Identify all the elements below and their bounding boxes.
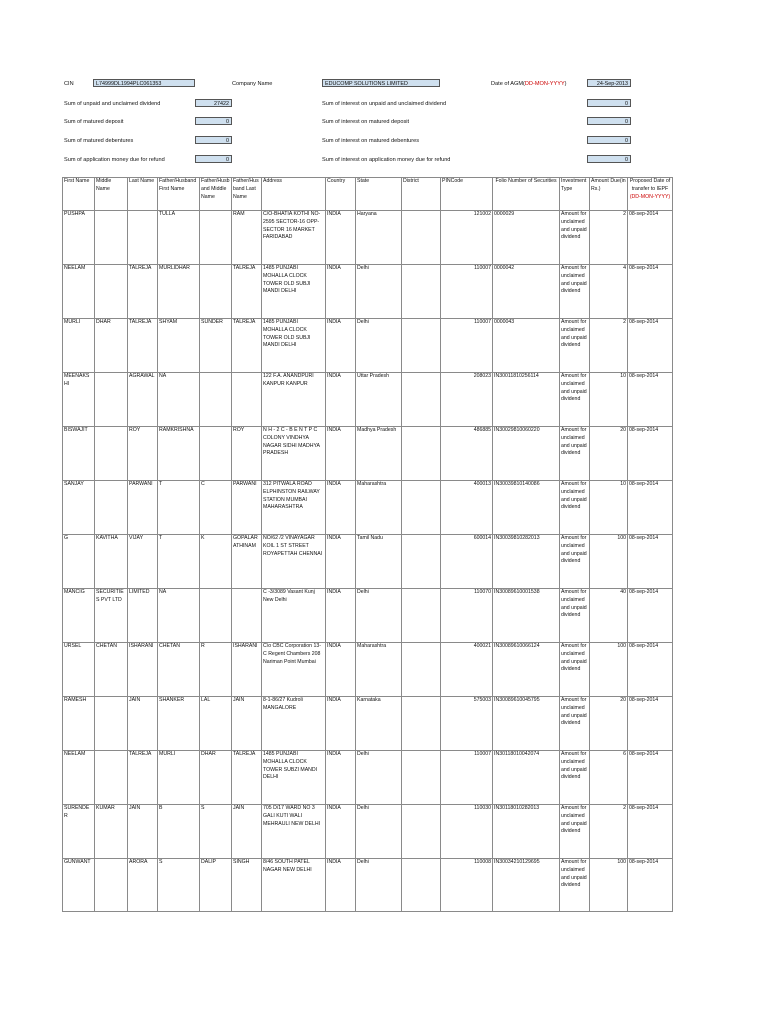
header-first-name: First Name xyxy=(63,178,95,211)
interest-unpaid-field[interactable]: 0 xyxy=(587,99,631,107)
cell-folio[interactable]: IN30089610066124 xyxy=(493,643,560,697)
cell-folio[interactable]: IN30089610001538 xyxy=(493,589,560,643)
cell-pincode[interactable]: 110030 xyxy=(441,805,493,859)
cell-fh-last-name[interactable]: JAIN xyxy=(232,805,262,859)
cell-fh-middle-name[interactable] xyxy=(200,373,232,427)
agm-label-format: DD-MON-YYYY xyxy=(524,81,565,87)
cell-folio[interactable]: IN30011810256114 xyxy=(493,373,560,427)
table-row xyxy=(63,643,673,697)
cell-fh-first-name[interactable]: T xyxy=(158,481,200,535)
cell-first-name[interactable]: SURENDER xyxy=(63,805,95,859)
agm-date-field[interactable]: 24-Sep-2013 xyxy=(587,79,631,87)
interest-application-money-label: Sum of interest on application money due for refund xyxy=(322,157,451,163)
cell-country[interactable]: INDIA xyxy=(326,589,356,643)
cell-fh-last-name[interactable]: TALREJA xyxy=(232,751,262,805)
header-country: Country xyxy=(326,178,356,211)
cell-address[interactable]: 1485 PUNJABI MOHALLA CLOCK TOWER OLD SUBJI MANDI DELHI xyxy=(262,319,326,373)
cell-address[interactable]: C/O-BHATIA KOTHI NO-2595 SECTOR-16 OPP-SECTOR 16 MARKET FARIDABAD xyxy=(262,211,326,265)
cell-district[interactable] xyxy=(402,265,441,319)
cell-fh-first-name[interactable]: MURLI xyxy=(158,751,200,805)
cell-investment-type[interactable]: Amount for unclaimed and unpaid dividend xyxy=(560,319,590,373)
cell-country[interactable]: INDIA xyxy=(326,643,356,697)
cell-fh-middle-name[interactable] xyxy=(200,427,232,481)
cell-state[interactable]: Delhi xyxy=(356,265,402,319)
cell-folio[interactable]: 0000042 xyxy=(493,265,560,319)
cell-amount[interactable]: 4 xyxy=(590,265,628,319)
cell-fh-last-name[interactable]: ROY xyxy=(232,427,262,481)
header-folio: Folio Number of Securities xyxy=(493,178,560,211)
cell-address[interactable]: NO/62 /2 VINAYAGAR KOIL 1 ST STREET ROYAPETTAH CHENNAI xyxy=(262,535,326,589)
cell-pincode[interactable]: 208023 xyxy=(441,373,493,427)
cell-district[interactable] xyxy=(402,373,441,427)
cell-country[interactable]: INDIA xyxy=(326,805,356,859)
cell-fh-first-name[interactable]: S xyxy=(158,859,200,912)
agm-label-close: ) xyxy=(564,81,567,87)
cell-district[interactable] xyxy=(402,643,441,697)
cell-country[interactable]: INDIA xyxy=(326,859,356,912)
cell-fh-first-name[interactable]: NA xyxy=(158,589,200,643)
header-middle-name: Middle Name xyxy=(95,178,128,211)
cell-proposed-date[interactable]: 08-sep-2014 xyxy=(628,805,673,859)
cell-pincode[interactable]: 110070 xyxy=(441,589,493,643)
cell-last-name[interactable]: VIJAY xyxy=(128,535,158,589)
interest-unpaid-spacer xyxy=(322,99,631,107)
cell-last-name[interactable]: LIMITED xyxy=(128,589,158,643)
cell-amount[interactable]: 20 xyxy=(590,697,628,751)
interest-unpaid-label: Sum of interest on unpaid and unclaimed dividend xyxy=(322,101,447,107)
header-date-format: (DD-MON-YYYY) xyxy=(629,193,671,200)
cell-district[interactable] xyxy=(402,589,441,643)
cell-state[interactable]: Karnataka xyxy=(356,697,402,751)
cell-country[interactable]: INDIA xyxy=(326,373,356,427)
header-district: District xyxy=(402,178,441,211)
cell-country[interactable]: INDIA xyxy=(326,211,356,265)
interest-matured-debentures-field[interactable]: 0 xyxy=(587,136,631,144)
cell-district[interactable] xyxy=(402,697,441,751)
cell-fh-last-name[interactable]: TALREJA xyxy=(232,319,262,373)
cell-middle-name[interactable] xyxy=(95,265,128,319)
cell-fh-first-name[interactable]: B xyxy=(158,805,200,859)
table-row xyxy=(63,211,673,265)
cell-fh-first-name[interactable]: CHETAN xyxy=(158,643,200,697)
cell-proposed-date[interactable]: 08-sep-2014 xyxy=(628,859,673,912)
cell-first-name[interactable]: MURLI xyxy=(63,319,95,373)
cell-fh-middle-name[interactable]: LAL xyxy=(200,697,232,751)
cell-first-name[interactable]: NEELAM xyxy=(63,751,95,805)
cell-investment-type[interactable]: Amount for unclaimed and unpaid dividend xyxy=(560,859,590,912)
cell-first-name[interactable]: PUSHPA xyxy=(63,211,95,265)
cell-address[interactable]: 1485 PUNJABI MOHALLA CLOCK TOWER OLD SUBJI MANDI DELHI xyxy=(262,265,326,319)
cell-address[interactable]: C\o CBC Corporation 13-C Regent Chambers 208 Nariman Point Mumbai xyxy=(262,643,326,697)
agm-label-text: Date of AGM( xyxy=(491,81,525,87)
cell-middle-name[interactable] xyxy=(95,211,128,265)
cell-proposed-date[interactable]: 08-sep-2014 xyxy=(628,427,673,481)
cell-fh-first-name[interactable]: T xyxy=(158,535,200,589)
cell-folio[interactable]: IN30118010282013 xyxy=(493,805,560,859)
cell-fh-first-name[interactable]: SHANKER xyxy=(158,697,200,751)
cell-proposed-date[interactable]: 08-sep-2014 xyxy=(628,211,673,265)
cell-investment-type[interactable]: Amount for unclaimed and unpaid dividend xyxy=(560,265,590,319)
table-row xyxy=(63,373,673,427)
investor-table xyxy=(62,177,673,912)
cell-fh-last-name[interactable]: ISHARANI xyxy=(232,643,262,697)
cell-first-name[interactable]: BISWAJIT xyxy=(63,427,95,481)
matured-debentures-field[interactable]: 0 xyxy=(195,136,232,144)
cell-country[interactable]: INDIA xyxy=(326,535,356,589)
cell-fh-middle-name[interactable] xyxy=(200,211,232,265)
cell-middle-name[interactable]: KUMAR xyxy=(95,805,128,859)
cell-fh-middle-name[interactable]: K xyxy=(200,535,232,589)
header-state: State xyxy=(356,178,402,211)
cell-last-name[interactable]: PARWANI xyxy=(128,481,158,535)
cell-fh-middle-name[interactable] xyxy=(200,265,232,319)
cell-first-name[interactable]: URSEL xyxy=(63,643,95,697)
cell-middle-name[interactable] xyxy=(95,751,128,805)
unpaid-dividend-field[interactable]: 27422 xyxy=(195,99,232,107)
cell-proposed-date[interactable]: 08-sep-2014 xyxy=(628,373,673,427)
cell-country[interactable]: INDIA xyxy=(326,319,356,373)
header-address: Address xyxy=(262,178,326,211)
cell-district[interactable] xyxy=(402,427,441,481)
cell-fh-middle-name[interactable]: SUNDER xyxy=(200,319,232,373)
header-fh-middle-name: Father/Husband Middle Name xyxy=(200,178,232,211)
cell-pincode[interactable]: 400013 xyxy=(441,481,493,535)
cell-pincode[interactable]: 110007 xyxy=(441,265,493,319)
company-name-field[interactable]: EDUCOMP SOLUTIONS LIMITED xyxy=(322,79,440,87)
cell-last-name[interactable] xyxy=(128,211,158,265)
cin-label: CIN xyxy=(64,81,74,87)
matured-deposit-label: Sum of matured deposit xyxy=(64,119,124,125)
cell-folio[interactable]: IN30034210129695 xyxy=(493,859,560,912)
cell-investment-type[interactable]: Amount for unclaimed and unpaid dividend xyxy=(560,481,590,535)
cell-country[interactable]: INDIA xyxy=(326,265,356,319)
cell-fh-last-name[interactable]: PARWANI xyxy=(232,481,262,535)
cell-address[interactable]: C -3/3089 Vasant Kunj New Delhi xyxy=(262,589,326,643)
matured-debentures-label: Sum of matured debentures xyxy=(64,138,134,144)
cell-state[interactable]: Uttar Pradesh xyxy=(356,373,402,427)
cell-fh-last-name[interactable]: RAM xyxy=(232,211,262,265)
cell-district[interactable] xyxy=(402,319,441,373)
cell-first-name[interactable]: G xyxy=(63,535,95,589)
cell-fh-middle-name[interactable]: DALIP xyxy=(200,859,232,912)
cell-investment-type[interactable]: Amount for unclaimed and unpaid dividend xyxy=(560,211,590,265)
cell-first-name[interactable]: RAMESH xyxy=(63,697,95,751)
table-row xyxy=(63,697,673,751)
cell-state[interactable]: Tamil Nadu xyxy=(356,535,402,589)
cell-middle-name[interactable] xyxy=(95,859,128,912)
cell-first-name[interactable]: GUNWANT xyxy=(63,859,95,912)
cell-country[interactable]: INDIA xyxy=(326,481,356,535)
cell-investment-type[interactable]: Amount for unclaimed and unpaid dividend xyxy=(560,589,590,643)
table-row xyxy=(63,805,673,859)
cell-fh-first-name[interactable]: SHYAM xyxy=(158,319,200,373)
header-last-name: Last Name xyxy=(128,178,158,211)
interest-matured-deposit-field[interactable]: 0 xyxy=(587,117,631,125)
table-row xyxy=(63,481,673,535)
cell-address[interactable]: N H - 2 C - B E N T P C COLONY VINDHYA NAGAR SIDHI MADHYA PRADESH xyxy=(262,427,326,481)
cell-amount[interactable]: 40 xyxy=(590,589,628,643)
cell-state[interactable]: Delhi xyxy=(356,319,402,373)
interest-matured-deposit-label: Sum of interest on matured deposit xyxy=(322,119,410,125)
cell-address[interactable]: 1485 PUNJABI MOHALLA CLOCK TOWER SUBZI MANDI DELHI xyxy=(262,751,326,805)
cell-amount[interactable]: 10 xyxy=(590,481,628,535)
cell-proposed-date[interactable]: 08-sep-2014 xyxy=(628,319,673,373)
cell-folio[interactable]: IN30039810282013 xyxy=(493,535,560,589)
interest-matured-debentures-label: Sum of interest on matured debentures xyxy=(322,138,420,144)
cell-amount[interactable]: 10 xyxy=(590,373,628,427)
cell-amount[interactable]: 100 xyxy=(590,859,628,912)
cell-address[interactable]: 705 D/17 WARD NO 3 GALI KUTI WALI MEHRAULI NEW DELHI xyxy=(262,805,326,859)
cell-last-name[interactable]: ARORA xyxy=(128,859,158,912)
cell-fh-last-name[interactable]: GOPALARATHINAM xyxy=(232,535,262,589)
cell-fh-last-name[interactable]: SINGH xyxy=(232,859,262,912)
cell-address[interactable]: 8-1-86/27 Kudroli MANGALORE xyxy=(262,697,326,751)
cell-last-name[interactable]: TALREJA xyxy=(128,265,158,319)
header-proposed-date xyxy=(628,178,673,211)
cell-state[interactable]: Maharashtra xyxy=(356,643,402,697)
table-row xyxy=(63,427,673,481)
cell-last-name[interactable]: JAIN xyxy=(128,697,158,751)
cell-amount[interactable]: 2 xyxy=(590,805,628,859)
table-row xyxy=(63,535,673,589)
header-investment-type: Investment Type xyxy=(560,178,590,211)
cell-fh-middle-name[interactable] xyxy=(200,589,232,643)
cell-pincode[interactable]: 600014 xyxy=(441,535,493,589)
cell-state[interactable]: Delhi xyxy=(356,859,402,912)
cell-first-name[interactable]: MEENAKSHI xyxy=(63,373,95,427)
cell-amount[interactable]: 100 xyxy=(590,535,628,589)
cell-fh-middle-name[interactable]: DHAR xyxy=(200,751,232,805)
cell-proposed-date[interactable]: 08-sep-2014 xyxy=(628,751,673,805)
cell-folio[interactable]: IN30089610045795 xyxy=(493,697,560,751)
cell-investment-type[interactable]: Amount for unclaimed and unpaid dividend xyxy=(560,805,590,859)
cell-middle-name[interactable] xyxy=(95,481,128,535)
cell-amount[interactable]: 6 xyxy=(590,751,628,805)
cell-state[interactable]: Delhi xyxy=(356,589,402,643)
agm-date-label xyxy=(491,80,567,88)
cell-state[interactable]: Madhya Pradesh xyxy=(356,427,402,481)
company-name-label: Company Name xyxy=(232,81,273,87)
cell-fh-last-name[interactable] xyxy=(232,373,262,427)
cell-first-name[interactable]: MANCIG xyxy=(63,589,95,643)
cell-district[interactable] xyxy=(402,535,441,589)
cell-middle-name[interactable]: CHETAN xyxy=(95,643,128,697)
cell-pincode[interactable]: 400021 xyxy=(441,643,493,697)
cell-proposed-date[interactable]: 08-sep-2014 xyxy=(628,643,673,697)
cin-field[interactable]: L74999DL1994PLC061353 xyxy=(93,79,195,87)
cell-pincode[interactable]: 486885 xyxy=(441,427,493,481)
cell-pincode[interactable]: 110008 xyxy=(441,859,493,912)
cell-address[interactable]: 122 F.A. ANANDPURI KANPUR KANPUR xyxy=(262,373,326,427)
cell-middle-name[interactable] xyxy=(95,697,128,751)
cell-state[interactable]: Delhi xyxy=(356,751,402,805)
cell-investment-type[interactable]: Amount for unclaimed and unpaid dividend xyxy=(560,751,590,805)
cell-amount[interactable]: 2 xyxy=(590,319,628,373)
cell-pincode[interactable]: 110007 xyxy=(441,751,493,805)
cell-fh-last-name[interactable] xyxy=(232,589,262,643)
cell-investment-type[interactable]: Amount for unclaimed and unpaid dividend xyxy=(560,373,590,427)
cell-country[interactable]: INDIA xyxy=(326,697,356,751)
cell-middle-name[interactable] xyxy=(95,427,128,481)
header-fh-last-name: Father/Husband Last Name xyxy=(232,178,262,211)
table-row xyxy=(63,589,673,643)
cell-pincode[interactable]: 121002 xyxy=(441,211,493,265)
cell-fh-last-name[interactable]: JAIN xyxy=(232,697,262,751)
cell-proposed-date[interactable]: 08-sep-2014 xyxy=(628,535,673,589)
cell-middle-name[interactable]: DHAR xyxy=(95,319,128,373)
cell-address[interactable]: 312 PITWALA ROAD ELPHINSTON RAILWAY STATION MUMBAI MAHARASHTRA xyxy=(262,481,326,535)
cell-folio[interactable]: IN30039810140086 xyxy=(493,481,560,535)
cell-country[interactable]: INDIA xyxy=(326,427,356,481)
cell-district[interactable] xyxy=(402,859,441,912)
cell-state[interactable]: Maharashtra xyxy=(356,481,402,535)
table-row xyxy=(63,859,673,912)
cell-fh-first-name[interactable]: MURLIDHAR xyxy=(158,265,200,319)
interest-application-money-field[interactable]: 0 xyxy=(587,155,631,163)
cell-fh-first-name[interactable]: RAMKRISHNA xyxy=(158,427,200,481)
cell-proposed-date[interactable]: 08-sep-2014 xyxy=(628,589,673,643)
table-header-row xyxy=(63,178,673,211)
cell-first-name[interactable]: NEELAM xyxy=(63,265,95,319)
cell-middle-name[interactable]: SECURITIES PVT LTD xyxy=(95,589,128,643)
cell-last-name[interactable]: TALREJA xyxy=(128,751,158,805)
application-money-field[interactable]: 0 xyxy=(195,155,232,163)
header-fh-first-name: Father/Husband First Name xyxy=(158,178,200,211)
table-row xyxy=(63,265,673,319)
cell-middle-name[interactable] xyxy=(95,373,128,427)
cell-address[interactable]: 8/46 SOUTH PATEL NAGAR NEW DELHI xyxy=(262,859,326,912)
cell-fh-first-name[interactable]: TULLA xyxy=(158,211,200,265)
cell-proposed-date[interactable]: 08-sep-2014 xyxy=(628,481,673,535)
cell-investment-type[interactable]: Amount for unclaimed and unpaid dividend xyxy=(560,535,590,589)
cell-investment-type[interactable]: Amount for unclaimed and unpaid dividend xyxy=(560,697,590,751)
cell-amount[interactable]: 100 xyxy=(590,643,628,697)
cell-district[interactable] xyxy=(402,481,441,535)
cell-amount[interactable]: 2 xyxy=(590,211,628,265)
cell-folio[interactable]: 0000043 xyxy=(493,319,560,373)
cell-fh-middle-name[interactable]: S xyxy=(200,805,232,859)
cell-fh-middle-name[interactable]: R xyxy=(200,643,232,697)
cell-investment-type[interactable]: Amount for unclaimed and unpaid dividend xyxy=(560,643,590,697)
cell-last-name[interactable]: JAIN xyxy=(128,805,158,859)
header-pincode: PINCode xyxy=(441,178,493,211)
cell-pincode[interactable]: 575003 xyxy=(441,697,493,751)
cell-district[interactable] xyxy=(402,751,441,805)
cell-fh-last-name[interactable]: TALREJA xyxy=(232,265,262,319)
header-amount: Amount Due(in Rs.) xyxy=(590,178,628,211)
cell-fh-first-name[interactable]: NA xyxy=(158,373,200,427)
cell-last-name[interactable]: ROY xyxy=(128,427,158,481)
cell-amount[interactable]: 20 xyxy=(590,427,628,481)
header-date-text: Proposed Date of transfer to IEPF xyxy=(629,178,671,192)
cell-last-name[interactable]: ISHARANI xyxy=(128,643,158,697)
cell-folio[interactable]: IN30118010042074 xyxy=(493,751,560,805)
cell-last-name[interactable]: TALREJA xyxy=(128,319,158,373)
table-row xyxy=(63,319,673,373)
cell-last-name[interactable]: AGRAWAL xyxy=(128,373,158,427)
application-money-label: Sum of application money due for refund xyxy=(64,157,165,163)
table-row xyxy=(63,751,673,805)
cell-pincode[interactable]: 110007 xyxy=(441,319,493,373)
unpaid-dividend-label: Sum of unpaid and unclaimed dividend xyxy=(64,101,161,107)
cell-middle-name[interactable]: KAVITHA xyxy=(95,535,128,589)
cell-proposed-date[interactable]: 08-sep-2014 xyxy=(628,697,673,751)
cell-first-name[interactable]: SANJAY xyxy=(63,481,95,535)
matured-deposit-field[interactable]: 0 xyxy=(195,117,232,125)
cell-proposed-date[interactable]: 08-sep-2014 xyxy=(628,265,673,319)
cell-state[interactable]: Delhi xyxy=(356,805,402,859)
cell-fh-middle-name[interactable]: C xyxy=(200,481,232,535)
cell-folio[interactable]: 0000029 xyxy=(493,211,560,265)
cell-country[interactable]: INDIA xyxy=(326,751,356,805)
cell-folio[interactable]: IN30029810060220 xyxy=(493,427,560,481)
cell-state[interactable]: Haryana xyxy=(356,211,402,265)
cell-district[interactable] xyxy=(402,211,441,265)
cell-district[interactable] xyxy=(402,805,441,859)
cell-investment-type[interactable]: Amount for unclaimed and unpaid dividend xyxy=(560,427,590,481)
